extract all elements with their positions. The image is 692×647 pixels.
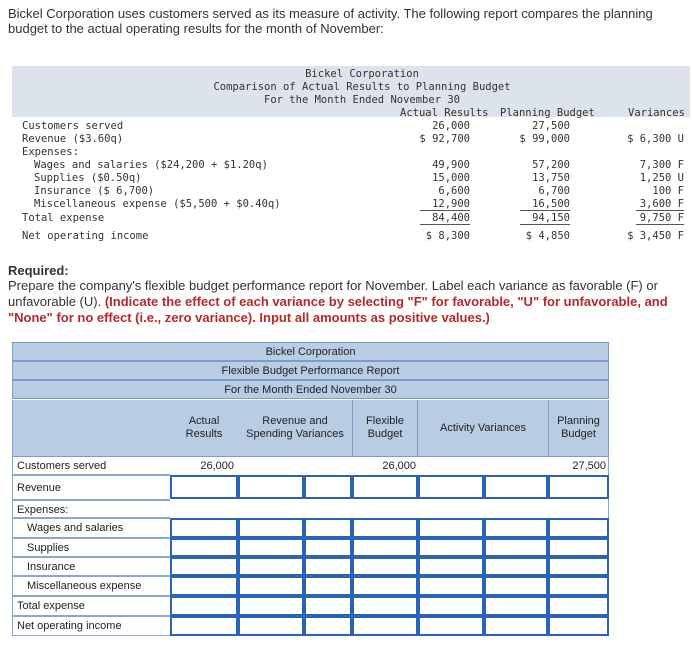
misc-planning-input[interactable] [548, 576, 609, 596]
revenue-activity-effect-select[interactable] [484, 475, 548, 499]
report-row-variance: 100 F [652, 185, 684, 197]
report-row-actual: 15,000 [432, 172, 470, 184]
table-company: Bickel Corporation [12, 342, 609, 361]
noi-rev-spend-effect-select[interactable] [304, 616, 352, 636]
misc-flexible-input[interactable] [352, 576, 418, 596]
report-row-actual: $ 92,700 [419, 133, 470, 145]
report-row-variance: $ 3,450 F [627, 230, 684, 242]
report-row-planning: 13,750 [532, 172, 570, 184]
misc-actual-input[interactable] [170, 576, 238, 596]
col-header-rev-spend: Revenue and Spending Variances [238, 400, 352, 457]
comparison-report [12, 66, 690, 248]
total-expense-rev-spend-amount-input[interactable] [238, 596, 304, 616]
required-instruction: (Indicate the effect of each variance by selecting "F" for favorable, "U" for unfavorable, and "None" for no effect (i.e., zero variance). Input all amounts as positive values.) [8, 294, 668, 325]
report-row-variance: $ 6,300 U [627, 133, 684, 145]
insurance-rev-spend-effect-select[interactable] [304, 557, 352, 576]
report-row-actual: 26,000 [432, 120, 470, 132]
total-expense-activity-amount-input[interactable] [418, 596, 484, 616]
required-body [8, 278, 678, 326]
report-row-planning: $ 99,000 [519, 133, 570, 145]
report-row-planning: 27,500 [532, 120, 570, 132]
supplies-rev-spend-effect-select[interactable] [304, 538, 352, 557]
insurance-activity-effect-select[interactable] [484, 557, 548, 576]
insurance-rev-spend-amount-input[interactable] [238, 557, 304, 576]
supplies-activity-amount-input[interactable] [418, 538, 484, 557]
revenue-actual-input[interactable] [170, 475, 238, 499]
row-label: Miscellaneous expense [12, 576, 170, 596]
revenue-planning-input[interactable] [548, 475, 609, 499]
cell-planning-value: 27,500 [572, 460, 606, 472]
report-row-variance: 7,300 F [639, 159, 684, 171]
report-row-label: Wages and salaries ($24,200 + $1.20q) [34, 159, 268, 171]
report-row-label: Total expense [22, 212, 105, 224]
revenue-flexible-input[interactable] [352, 475, 418, 499]
noi-activity-amount-input[interactable] [418, 616, 484, 636]
report-row-label: Supplies ($0.50q) [34, 172, 142, 184]
report-col-variances: Variances [628, 107, 685, 119]
report-title: Comparison of Actual Results to Planning Budget [213, 81, 511, 93]
report-row-planning: 16,500 [520, 198, 570, 211]
total-expense-rev-spend-effect-select[interactable] [304, 596, 352, 616]
report-period: For the Month Ended November 30 [264, 94, 460, 106]
cell-actual-value: 26,000 [200, 460, 234, 472]
noi-activity-effect-select[interactable] [484, 616, 548, 636]
report-row-variance: 1,250 U [639, 172, 684, 184]
wages-rev-spend-effect-select[interactable] [304, 518, 352, 538]
report-row-planning: 6,700 [538, 185, 570, 197]
table-title: Flexible Budget Performance Report [12, 361, 609, 380]
col-header-flexible: Flexible Budget [352, 400, 418, 457]
misc-activity-effect-select[interactable] [484, 576, 548, 596]
required-title: Required: [8, 263, 69, 278]
wages-planning-input[interactable] [548, 518, 609, 538]
required-text: Prepare the company's flexible budget performance report for November. Label each variance as favorable (F) or unfavorable (U). [8, 278, 658, 309]
noi-actual-input[interactable] [170, 616, 238, 636]
report-row-actual: 84,400 [420, 212, 470, 225]
row-label: Wages and salaries [12, 518, 170, 538]
report-row-label: Revenue ($3.60q) [22, 133, 124, 145]
insurance-activity-amount-input[interactable] [418, 557, 484, 576]
report-row-actual: $ 8,300 [425, 230, 470, 242]
table-period: For the Month Ended November 30 [12, 380, 609, 399]
noi-rev-spend-amount-input[interactable] [238, 616, 304, 636]
report-row-label: Expenses: [22, 146, 79, 158]
cell-flexible-value: 26,000 [382, 460, 416, 472]
row-label: Total expense [12, 596, 170, 616]
report-row-planning: 94,150 [520, 212, 570, 225]
wages-rev-spend-amount-input[interactable] [238, 518, 304, 538]
row-label: Insurance [12, 557, 170, 576]
report-row-label: Net operating income [22, 230, 149, 242]
flexible-budget-table [12, 342, 609, 636]
report-col-planning: Planning Budget [500, 107, 595, 119]
noi-flexible-input[interactable] [352, 616, 418, 636]
report-col-actual: Actual Results [400, 107, 489, 119]
report-row-variance: 9,750 F [636, 212, 684, 225]
row-label: Customers served [12, 457, 170, 475]
report-row-variance: 3,600 F [636, 198, 684, 211]
wages-activity-effect-select[interactable] [484, 518, 548, 538]
total-expense-actual-input[interactable] [170, 596, 238, 616]
supplies-actual-input[interactable] [170, 538, 238, 557]
supplies-activity-effect-select[interactable] [484, 538, 548, 557]
supplies-planning-input[interactable] [548, 538, 609, 557]
report-row-actual: 6,600 [438, 185, 470, 197]
row-label: Expenses: [12, 500, 170, 518]
wages-actual-input[interactable] [170, 518, 238, 538]
report-row-actual: 12,900 [420, 198, 470, 211]
insurance-flexible-input[interactable] [352, 557, 418, 576]
supplies-rev-spend-amount-input[interactable] [238, 538, 304, 557]
table-header-blank [12, 400, 170, 457]
report-row-planning: 57,200 [532, 159, 570, 171]
insurance-actual-input[interactable] [170, 557, 238, 576]
problem-intro: Bickel Corporation uses customers served as its measure of activity. The following report compares the planning budget to the actual operating results for the month of November: [8, 6, 653, 36]
report-company: Bickel Corporation [305, 68, 419, 80]
col-header-actual: Actual Results [170, 400, 238, 457]
report-row-planning: $ 4,850 [525, 230, 570, 242]
revenue-rev-spend-amount-input[interactable] [238, 475, 304, 499]
col-header-planning: Planning Budget [548, 400, 609, 457]
report-row-label: Insurance ($ 6,700) [34, 185, 155, 197]
report-row-label: Miscellaneous expense ($5,500 + $0.40q) [34, 198, 281, 210]
report-row-label: Customers served [22, 120, 124, 132]
report-row-actual: 49,900 [432, 159, 470, 171]
noi-planning-input[interactable] [548, 616, 609, 636]
insurance-planning-input[interactable] [548, 557, 609, 576]
wages-activity-amount-input[interactable] [418, 518, 484, 538]
misc-rev-spend-amount-input[interactable] [238, 576, 304, 596]
revenue-rev-spend-effect-select[interactable] [304, 475, 352, 499]
row-label: Supplies [12, 538, 170, 557]
total-expense-activity-effect-select[interactable] [484, 596, 548, 616]
misc-activity-amount-input[interactable] [418, 576, 484, 596]
total-expense-flexible-input[interactable] [352, 596, 418, 616]
misc-rev-spend-effect-select[interactable] [304, 576, 352, 596]
total-expense-planning-input[interactable] [548, 596, 609, 616]
revenue-activity-amount-input[interactable] [418, 475, 484, 499]
wages-flexible-input[interactable] [352, 518, 418, 538]
row-label: Net operating income [12, 616, 170, 636]
row-label: Revenue [12, 475, 170, 500]
col-header-activity: Activity Variances [418, 400, 548, 457]
supplies-flexible-input[interactable] [352, 538, 418, 557]
